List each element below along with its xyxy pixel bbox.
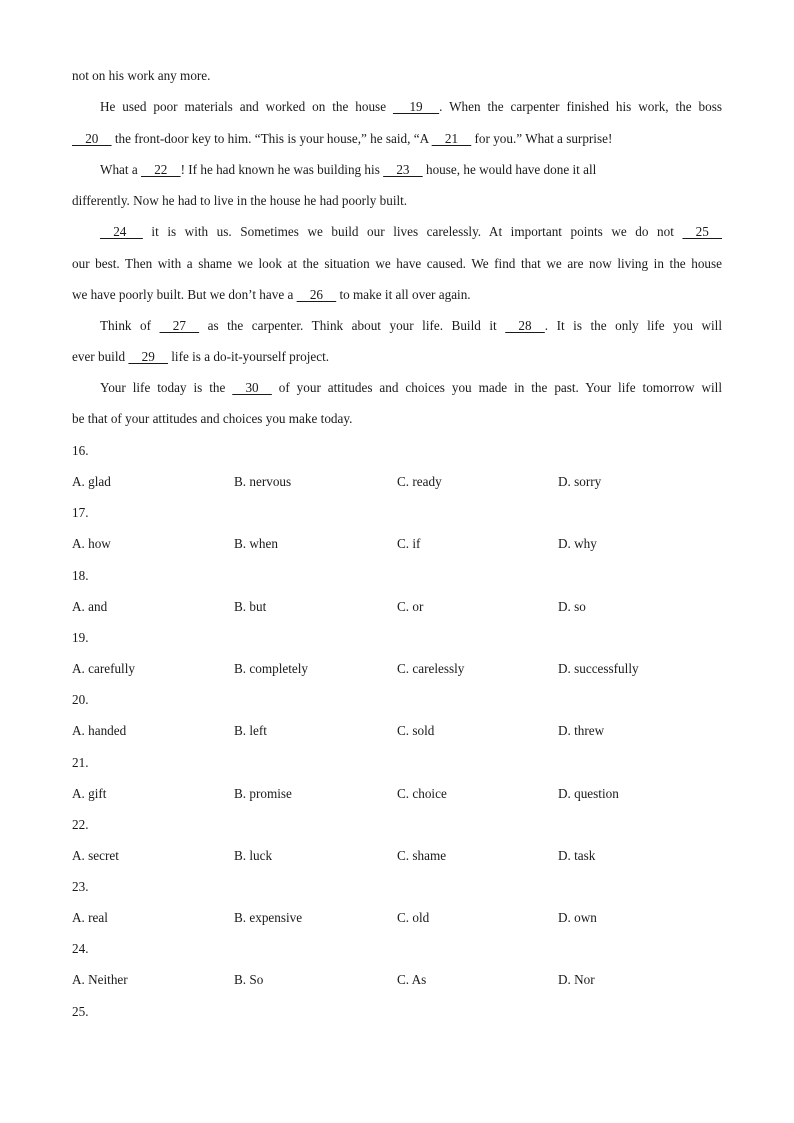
passage-text: the front-door key to him. “This is your house,” he said, “A bbox=[111, 131, 432, 146]
question-number: 20. bbox=[72, 692, 89, 708]
answer-option-d[interactable]: D. own bbox=[558, 910, 597, 926]
answer-option-d[interactable]: D. successfully bbox=[558, 660, 639, 676]
answer-option-d[interactable]: D. question bbox=[558, 785, 619, 801]
passage-line bbox=[72, 131, 722, 147]
passage-line bbox=[100, 318, 722, 334]
answer-option-b[interactable]: B. left bbox=[234, 723, 267, 739]
passage-text: . When the carpenter finished his work, the boss bbox=[439, 99, 722, 114]
answer-option-d[interactable]: D. sorry bbox=[558, 474, 602, 489]
answer-option-b[interactable]: B. So bbox=[234, 972, 264, 988]
passage-text: differently. Now he had to live in the house he had poorly built. bbox=[72, 193, 408, 208]
question-number: 22. bbox=[72, 816, 89, 832]
answer-option-a[interactable]: A. and bbox=[72, 598, 108, 614]
answer-option-c[interactable]: C. carelessly bbox=[397, 660, 465, 676]
passage-line bbox=[100, 380, 722, 396]
passage-text: Your life today is the bbox=[100, 380, 233, 395]
blank-24: 24 bbox=[100, 224, 143, 239]
passage-line bbox=[100, 162, 722, 178]
blank-22: 22 bbox=[141, 162, 181, 177]
answer-option-a[interactable]: A. secret bbox=[72, 847, 119, 863]
blank-26: 26 bbox=[296, 287, 337, 302]
question-number: 18. bbox=[72, 567, 89, 583]
question-number: 24. bbox=[72, 941, 89, 957]
answer-option-b[interactable]: B. luck bbox=[234, 847, 273, 863]
passage-text: for you.” What a surprise! bbox=[471, 131, 613, 146]
answer-option-c[interactable]: C. sold bbox=[397, 723, 435, 739]
blank-30: 30 bbox=[232, 380, 272, 395]
passage-text: house, he would have done it all bbox=[422, 162, 597, 177]
answer-option-b[interactable]: B. promise bbox=[234, 785, 292, 801]
passage-line bbox=[72, 287, 722, 303]
passage-text: . It is the only life you will bbox=[544, 318, 722, 333]
answer-option-c[interactable]: C. if bbox=[397, 536, 421, 552]
passage-text: He used poor materials and worked on the house bbox=[100, 99, 393, 114]
answer-option-d[interactable]: D. why bbox=[558, 536, 597, 552]
passage-text: What a bbox=[100, 162, 142, 177]
answer-option-a[interactable]: A. glad bbox=[72, 474, 111, 489]
passage-line bbox=[72, 349, 722, 365]
blank-28: 28 bbox=[505, 318, 545, 333]
passage-line bbox=[72, 411, 722, 427]
passage-text: Think of bbox=[100, 318, 160, 333]
answer-option-b[interactable]: B. completely bbox=[234, 660, 308, 676]
passage-text: we have poorly built. But we don’t have a bbox=[72, 287, 297, 302]
answer-option-c[interactable]: C. old bbox=[397, 910, 430, 926]
question-number: 17. bbox=[72, 505, 89, 521]
passage-line bbox=[72, 256, 722, 272]
passage-text: ever build bbox=[72, 349, 129, 364]
blank-27: 27 bbox=[159, 318, 200, 333]
answer-option-a[interactable]: A. how bbox=[72, 536, 111, 552]
answer-option-c[interactable]: C. ready bbox=[397, 474, 442, 489]
passage-text: as the carpenter. Think about your life. Build it bbox=[199, 318, 506, 333]
passage-line bbox=[100, 224, 722, 240]
answer-option-a[interactable]: A. gift bbox=[72, 785, 107, 801]
passage-text: it is with us. Sometimes we build our lives carelessly. At important points we do not bbox=[142, 224, 683, 239]
answer-option-d[interactable]: D. so bbox=[558, 598, 586, 614]
answer-option-a[interactable]: A. carefully bbox=[72, 660, 135, 676]
passage-text: be that of your attitudes and choices you make today. bbox=[72, 411, 353, 426]
blank-25: 25 bbox=[682, 224, 722, 239]
blank-29: 29 bbox=[128, 349, 168, 364]
answer-option-c[interactable]: C. As bbox=[397, 972, 427, 988]
answer-option-b[interactable]: B. but bbox=[234, 598, 267, 614]
passage-line bbox=[72, 68, 722, 84]
passage-text: to make it all over again. bbox=[336, 287, 471, 302]
answer-option-b[interactable]: B. when bbox=[234, 536, 278, 552]
passage-text: of your attitudes and choices you made in the past. Your life tomorrow will bbox=[271, 380, 722, 395]
question-number: 23. bbox=[72, 879, 89, 895]
answer-option-b[interactable]: B. expensive bbox=[234, 910, 303, 926]
blank-23: 23 bbox=[383, 162, 423, 177]
question-number: 25. bbox=[72, 1003, 89, 1019]
passage-text: ! If he had known he was building his bbox=[180, 162, 384, 177]
blank-20: 20 bbox=[72, 131, 112, 146]
answer-option-c[interactable]: C. shame bbox=[397, 847, 447, 863]
answer-option-a[interactable]: A. Neither bbox=[72, 972, 128, 988]
passage-text: life is a do-it-yourself project. bbox=[167, 349, 330, 364]
question-number: 21. bbox=[72, 754, 89, 770]
blank-21: 21 bbox=[431, 131, 472, 146]
passage-line bbox=[72, 193, 722, 209]
answer-option-c[interactable]: C. choice bbox=[397, 785, 447, 801]
answer-option-a[interactable]: A. handed bbox=[72, 723, 127, 739]
blank-19: 19 bbox=[392, 99, 440, 114]
answer-option-c[interactable]: C. or bbox=[397, 598, 424, 614]
answer-option-b[interactable]: B. nervous bbox=[234, 474, 292, 489]
answer-option-d[interactable]: D. task bbox=[558, 847, 596, 863]
answer-option-a[interactable]: A. real bbox=[72, 910, 108, 926]
answer-option-d[interactable]: D. Nor bbox=[558, 972, 595, 988]
passage-text: not on his work any more. bbox=[72, 68, 211, 83]
answer-option-d[interactable]: D. threw bbox=[558, 723, 605, 739]
passage-text: our best. Then with a shame we look at the situation we have caused. We find that we are now living in the house bbox=[72, 256, 722, 271]
question-number: 19. bbox=[72, 629, 89, 645]
question-number: 16. bbox=[72, 443, 89, 458]
passage-line bbox=[100, 99, 722, 115]
